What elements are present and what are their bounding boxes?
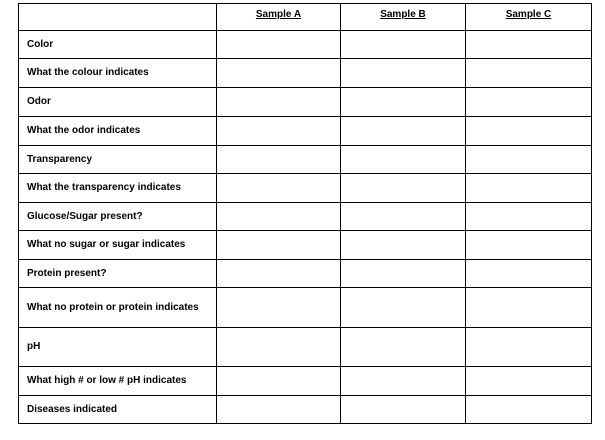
cell-sample-b[interactable] [341, 367, 466, 396]
cell-sample-c[interactable] [466, 396, 592, 424]
table-row [19, 117, 592, 146]
cell-sample-a[interactable] [217, 146, 341, 174]
table-row [19, 396, 592, 424]
table-row [19, 328, 592, 367]
header-empty-cell [19, 4, 217, 31]
cell-sample-b[interactable] [341, 88, 466, 117]
cell-sample-a[interactable] [217, 260, 341, 288]
cell-sample-c[interactable] [466, 31, 592, 59]
cell-sample-a[interactable] [217, 88, 341, 117]
table-row [19, 88, 592, 117]
header-sample-b: Sample B [341, 4, 466, 31]
cell-sample-b[interactable] [341, 31, 466, 59]
cell-sample-c[interactable] [466, 59, 592, 88]
cell-sample-a[interactable] [217, 328, 341, 367]
cell-sample-b[interactable] [341, 328, 466, 367]
row-label-ph: pH [19, 328, 217, 367]
cell-sample-b[interactable] [341, 260, 466, 288]
cell-sample-c[interactable] [466, 146, 592, 174]
table-row [19, 260, 592, 288]
cell-sample-a[interactable] [217, 367, 341, 396]
cell-sample-a[interactable] [217, 288, 341, 328]
cell-sample-c[interactable] [466, 174, 592, 203]
cell-sample-b[interactable] [341, 203, 466, 231]
cell-sample-c[interactable] [466, 328, 592, 367]
table-row [19, 288, 592, 328]
row-label-color: Color [19, 31, 217, 59]
cell-sample-a[interactable] [217, 31, 341, 59]
row-label-odor: Odor [19, 88, 217, 117]
row-label-transparency-indicates: What the transparency indicates [19, 174, 217, 203]
table-row [19, 231, 592, 260]
table-row [19, 203, 592, 231]
header-sample-a: Sample A [217, 4, 341, 31]
row-label-glucose-present: Glucose/Sugar present? [19, 203, 217, 231]
header-row [19, 4, 592, 31]
cell-sample-b[interactable] [341, 396, 466, 424]
cell-sample-b[interactable] [341, 117, 466, 146]
row-label-colour-indicates: What the colour indicates [19, 59, 217, 88]
cell-sample-c[interactable] [466, 260, 592, 288]
row-label-sugar-indicates: What no sugar or sugar indicates [19, 231, 217, 260]
table-row [19, 146, 592, 174]
row-label-transparency: Transparency [19, 146, 217, 174]
cell-sample-b[interactable] [341, 174, 466, 203]
table-row [19, 174, 592, 203]
table-row [19, 367, 592, 396]
table-row [19, 31, 592, 59]
cell-sample-a[interactable] [217, 231, 341, 260]
cell-sample-a[interactable] [217, 203, 341, 231]
cell-sample-a[interactable] [217, 59, 341, 88]
row-label-protein-indicates: What no protein or protein indicates [19, 288, 217, 328]
urine-analysis-table [18, 3, 592, 424]
cell-sample-a[interactable] [217, 396, 341, 424]
cell-sample-c[interactable] [466, 288, 592, 328]
row-label-protein-present: Protein present? [19, 260, 217, 288]
row-label-ph-indicates: What high # or low # pH indicates [19, 367, 217, 396]
cell-sample-c[interactable] [466, 231, 592, 260]
row-label-diseases-indicated: Diseases indicated [19, 396, 217, 424]
cell-sample-a[interactable] [217, 174, 341, 203]
cell-sample-c[interactable] [466, 367, 592, 396]
cell-sample-c[interactable] [466, 117, 592, 146]
table-row [19, 59, 592, 88]
cell-sample-b[interactable] [341, 231, 466, 260]
cell-sample-b[interactable] [341, 59, 466, 88]
cell-sample-a[interactable] [217, 117, 341, 146]
cell-sample-c[interactable] [466, 88, 592, 117]
cell-sample-b[interactable] [341, 288, 466, 328]
header-sample-c: Sample C [466, 4, 592, 31]
row-label-odor-indicates: What the odor indicates [19, 117, 217, 146]
cell-sample-c[interactable] [466, 203, 592, 231]
cell-sample-b[interactable] [341, 146, 466, 174]
